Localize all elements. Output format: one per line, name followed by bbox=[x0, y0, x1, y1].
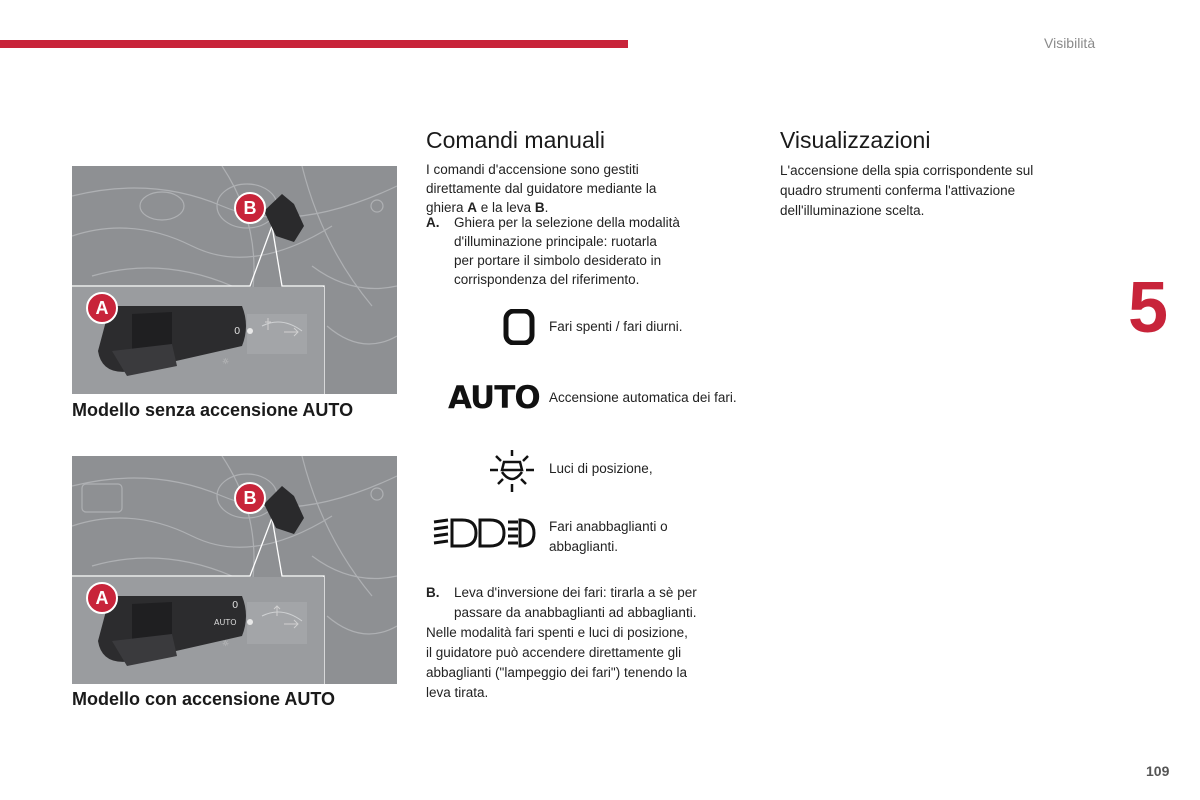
display-text: L'accensione della spia corrispondente sul quadro strumenti conferma l'attivazione dell'illuminazione scelta. bbox=[780, 163, 1034, 218]
illustration-caption: Modello con accensione AUTO bbox=[72, 689, 336, 709]
chapter-number: 5 bbox=[1128, 268, 1169, 348]
mode-text-position: Luci di posizione, bbox=[549, 461, 653, 476]
display-title: Visualizzazioni bbox=[780, 127, 931, 153]
page-number: 109 bbox=[1146, 763, 1170, 779]
item-b bbox=[426, 583, 746, 623]
switch-label-0: 0 bbox=[232, 600, 239, 611]
intro-line: direttamente dal guidatore mediante la bbox=[426, 181, 657, 196]
zero-symbol-icon bbox=[503, 309, 535, 350]
mode-text-headlights: Fari anabbaglianti o abbaglianti. bbox=[549, 519, 668, 554]
mode-text-auto: Accensione automatica dei fari. bbox=[549, 390, 737, 405]
manual-controls-title: Comandi manuali bbox=[426, 127, 605, 153]
intro-line: ghiera A e la leva B. bbox=[426, 200, 549, 215]
item-a-text: Ghiera per la selezione della modalità d'illuminazione principale: ruotarla per portare il simbolo desiderato in corrispondenza del riferimento. bbox=[454, 215, 680, 287]
manual-outro: Nelle modalità fari spenti e luci di posizione, il guidatore può accendere direttamente gli abbaglianti ("lampeggio dei fari") tenendo la leva tirata. bbox=[426, 625, 688, 700]
item-a-label: A. bbox=[426, 215, 440, 230]
item-a bbox=[426, 213, 746, 293]
illustration-without-auto bbox=[72, 166, 397, 394]
item-b-text: Leva d'inversione dei fari: tirarla a sè per passare da anabbaglianti ad abbaglianti. bbox=[454, 585, 697, 620]
illustration-with-auto bbox=[72, 456, 397, 684]
headlights-icon bbox=[432, 516, 536, 555]
callout-b: B bbox=[234, 192, 266, 224]
item-b-label: B. bbox=[426, 585, 440, 600]
illustration-caption: Modello senza accensione AUTO bbox=[72, 400, 354, 420]
callout-b: B bbox=[234, 482, 266, 514]
intro-line: I comandi d'accensione sono gestiti bbox=[426, 162, 639, 177]
auto-symbol-icon: AUTO bbox=[448, 380, 540, 416]
mode-text-off: Fari spenti / fari diurni. bbox=[549, 319, 683, 334]
section-title: Visibilità bbox=[1044, 35, 1096, 51]
switch-label-auto: AUTO bbox=[214, 618, 237, 627]
callout-a: A bbox=[86, 292, 118, 324]
header-accent-bar bbox=[0, 40, 628, 48]
svg-text:☼: ☼ bbox=[222, 357, 230, 366]
manual-intro bbox=[426, 160, 736, 217]
switch-label-0: 0 bbox=[234, 326, 241, 337]
callout-a: A bbox=[86, 582, 118, 614]
svg-text:☼: ☼ bbox=[222, 639, 230, 648]
position-lights-icon bbox=[488, 448, 536, 499]
